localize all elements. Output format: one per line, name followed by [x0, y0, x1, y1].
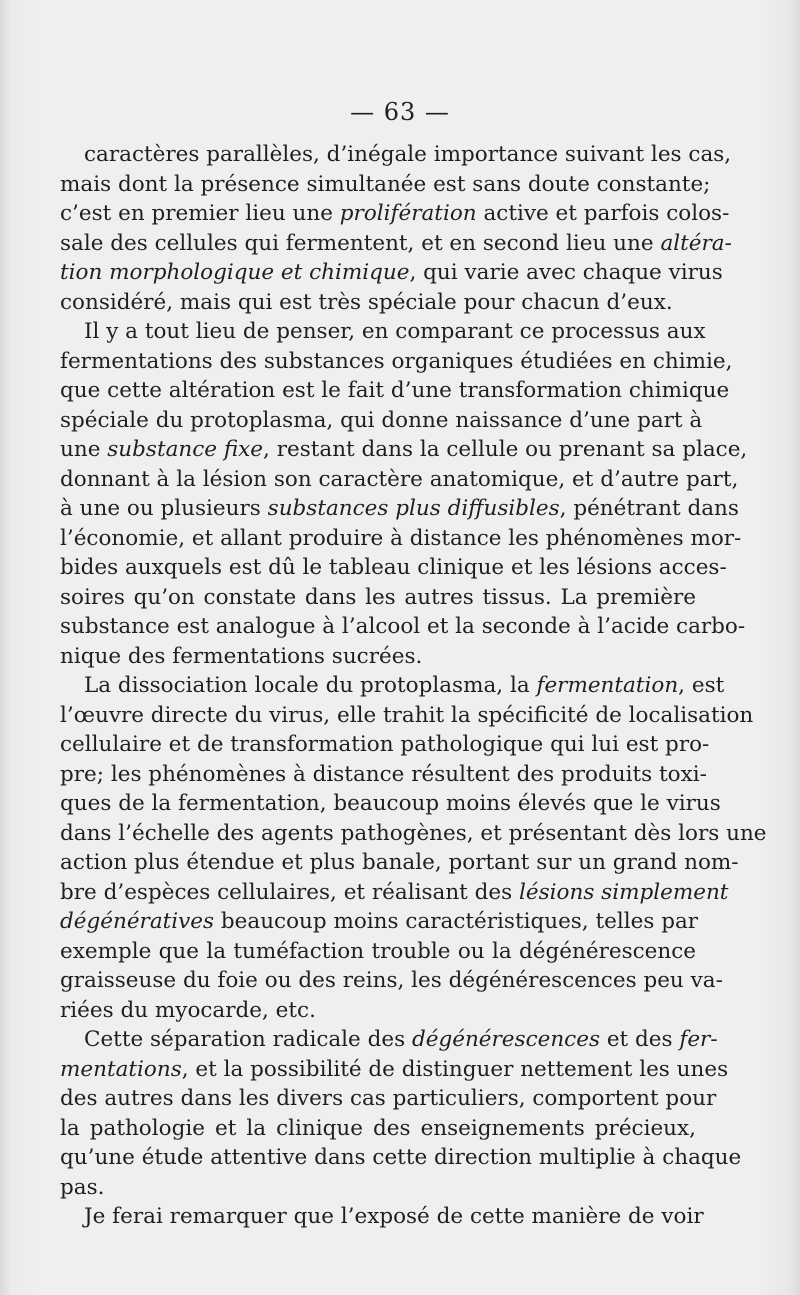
text-line: la pathologie et la clinique des enseignements précieux,	[60, 1115, 696, 1141]
page-number: — 63 —	[350, 98, 450, 126]
text-line: que cette altération est le fait d’une transformation chimique	[60, 378, 730, 403]
text-line: Il y a tout lieu de penser, en comparant ce processus aux	[84, 319, 706, 344]
text-line: considéré, mais qui est très spéciale pour chacun d’eux.	[60, 289, 673, 315]
paragraph	[60, 317, 748, 671]
body-text	[60, 140, 767, 1232]
text-line: une substance fixe, restant dans la cellule ou prenant sa place,	[60, 437, 748, 462]
text-line: mais dont la présence simultanée est sans doute constante;	[60, 171, 711, 197]
text-line: pas.	[60, 1174, 105, 1200]
paragraph	[60, 1202, 704, 1232]
text-line: cellulaire et de transformation pathologique qui lui est pro-	[60, 732, 710, 757]
text-line: c’est en premier lieu une prolifération active et parfois colos-	[60, 201, 730, 226]
text-line: dégénératives beaucoup moins caractéristiques, telles par	[60, 909, 699, 934]
text-line: à une ou plusieurs substances plus diffusibles, pénétrant dans	[60, 496, 739, 521]
text-line: des autres dans les divers cas particuliers, comportent pour	[60, 1086, 717, 1111]
text-line: tion morphologique et chimique, qui varie avec chaque virus	[60, 260, 723, 285]
text-line: graisseuse du foie ou des reins, les dégénérescences peu va-	[60, 968, 723, 993]
text-line: soires qu’on constate dans les autres tissus. La première	[60, 584, 696, 610]
paragraph	[60, 1025, 742, 1202]
text-line: spéciale du protoplasma, qui donne naissance d’une part à	[60, 407, 703, 433]
text-line: caractères parallèles, d’inégale importance suivant les cas,	[84, 142, 732, 167]
paragraph	[60, 140, 732, 317]
text-line: qu’une étude attentive dans cette direction multiplie à chaque	[60, 1145, 742, 1170]
paragraph	[60, 671, 767, 1025]
text-line: ques de la fermentation, beaucoup moins élevés que le virus	[60, 791, 721, 816]
text-line: sale des cellules qui fermentent, et en second lieu une altéra-	[60, 230, 732, 256]
text-line: exemple que la tuméfaction trouble ou la dégénérescence	[60, 938, 696, 964]
text-line: action plus étendue et plus banale, portant sur un grand nom-	[60, 850, 739, 875]
text-line: mentations, et la possibilité de distinguer nettement les unes	[60, 1056, 729, 1082]
text-line: riées du myocarde, etc.	[60, 997, 316, 1023]
text-line: dans l’échelle des agents pathogènes, et présentant dès lors une	[60, 820, 767, 846]
text-line: l’œuvre directe du virus, elle trahit la spécificité de localisation	[60, 702, 754, 728]
text-line: fermentations des substances organiques étudiées en chimie,	[60, 348, 733, 374]
text-line: pre; les phénomènes à distance résultent des produits toxi-	[60, 761, 707, 787]
text-line: Je ferai remarquer que l’exposé de cette manière de voir	[84, 1204, 704, 1229]
text-line: La dissociation locale du protoplasma, la fermentation, est	[84, 673, 725, 698]
text-line: donnant à la lésion son caractère anatomique, et d’autre part,	[60, 466, 739, 492]
text-line: bides auxquels est dû le tableau clinique et les lésions acces-	[60, 555, 727, 580]
text-line: l’économie, et allant produire à distance les phénomènes mor-	[60, 525, 742, 551]
text-line: Cette séparation radicale des dégénérescences et des fer-	[84, 1027, 718, 1052]
text-line: nique des fermentations sucrées.	[60, 643, 423, 669]
text-line: substance est analogue à l’alcool et la seconde à l’acide carbo-	[60, 614, 746, 639]
text-line: bre d’espèces cellulaires, et réalisant des lésions simplement	[60, 879, 729, 905]
